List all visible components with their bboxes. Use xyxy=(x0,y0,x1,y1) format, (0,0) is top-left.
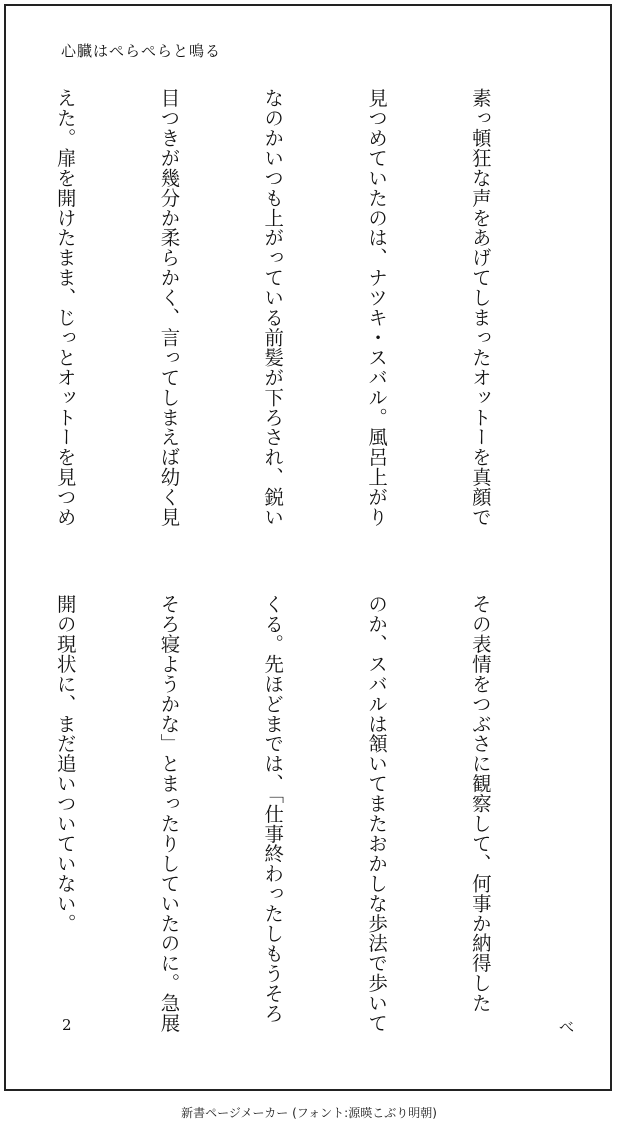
text-column: 見つめていたのは、ナツキ・スバル。風呂上がり xyxy=(365,88,389,527)
text-column: 素っ頓狂な声をあげてしまったオットーを真顔で xyxy=(468,88,492,527)
text-column: なのかいつも上がっている前髪が下ろされ、鋭い xyxy=(261,88,285,527)
text-column: えた。扉を開けたまま、じっとオットーを見つめ xyxy=(53,88,77,527)
page-frame xyxy=(4,4,612,1091)
footer-note: 新書ページメーカー (フォント:源暎こぶり明朝) xyxy=(181,1106,437,1120)
text-column: その表情をつぶさに観察して、何事か納得した xyxy=(468,594,492,1013)
text-column: 目つきが幾分か柔らかく、言ってしまえば幼く見 xyxy=(157,88,181,527)
text-column: そろ寝ようかな」とまったりしていたのに。急展 xyxy=(157,594,181,1033)
continuation-char: べ xyxy=(559,1018,575,1036)
running-title: 心臓はぺらぺらと鳴る xyxy=(61,42,222,60)
text-column: のか、スバルは頷いてまたおかしな歩法で歩いて xyxy=(365,594,389,1033)
page-number: 2 xyxy=(62,1016,72,1034)
text-column: くる。先ほどまでは、「仕事終わったしもうそろ xyxy=(261,594,285,1024)
text-block-top xyxy=(0,88,566,528)
text-column: 開の現状に、まだ追いついていない。 xyxy=(53,594,77,934)
text-block-bottom xyxy=(0,594,566,1033)
